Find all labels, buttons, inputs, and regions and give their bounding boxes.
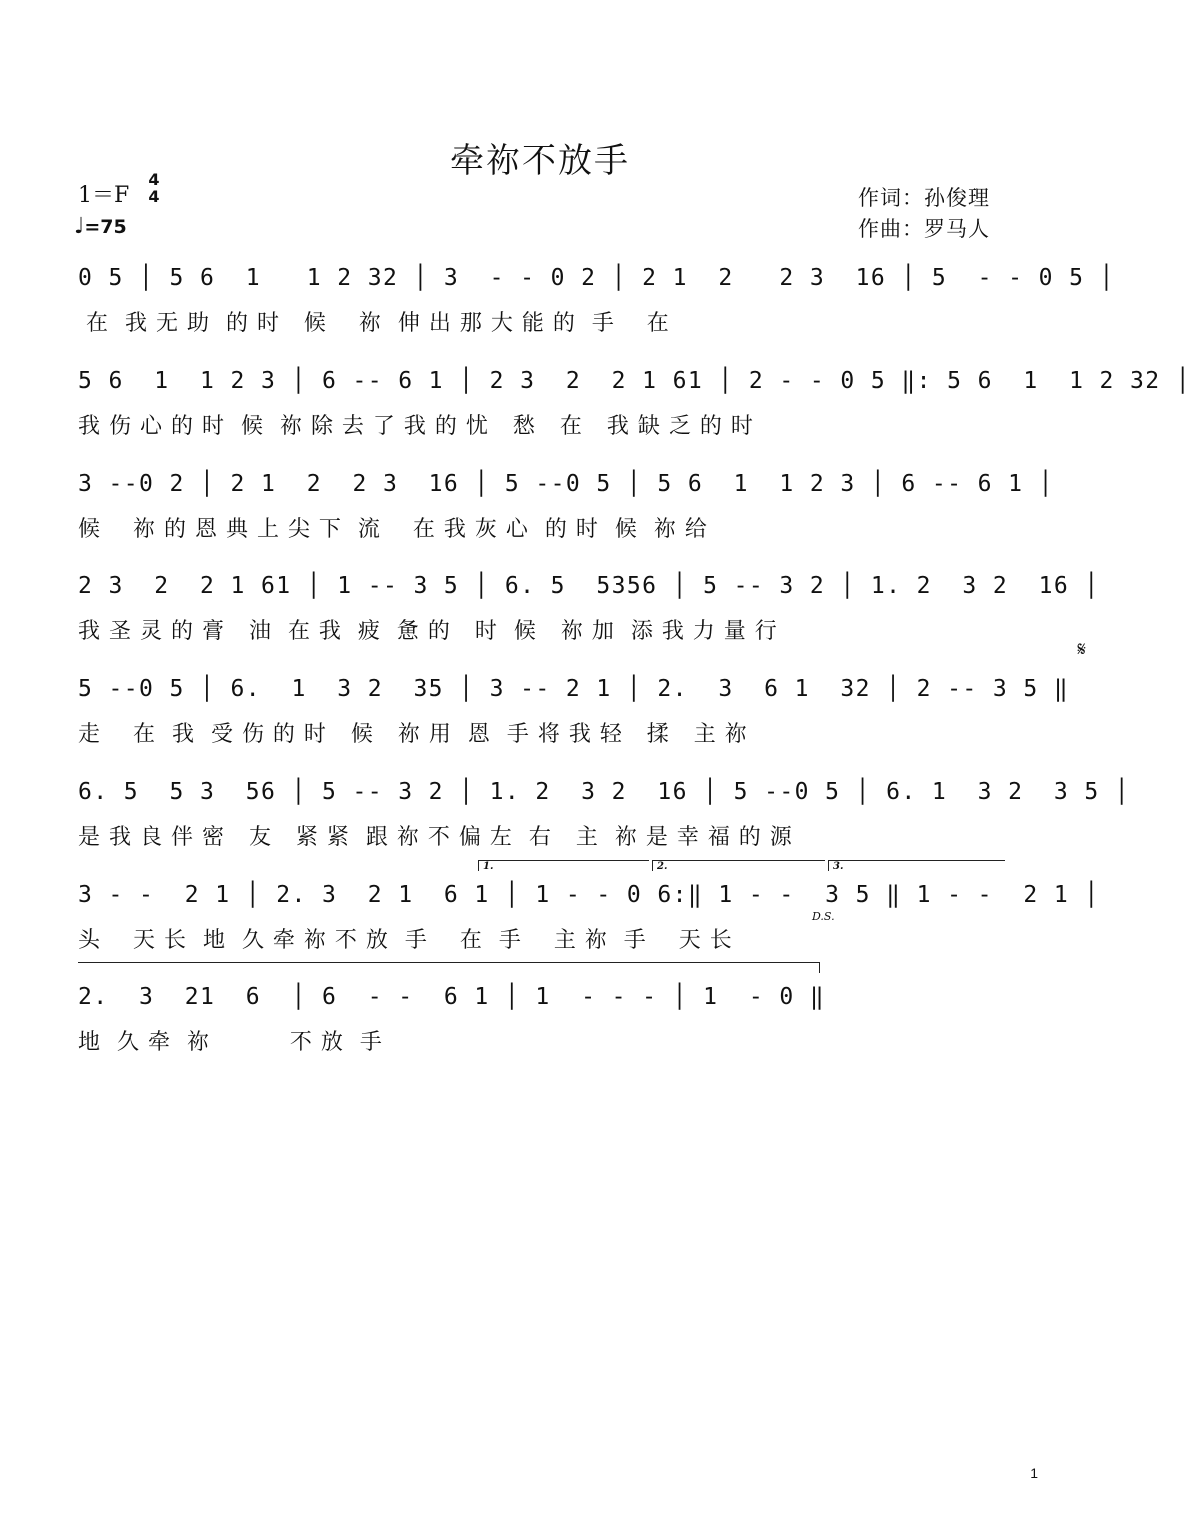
score-system-6 [78,772,1131,872]
time-signature-bottom: 4 [148,187,160,206]
notation-line: 6. 5 5 3 56 │ 5 -- 3 2 │ 1. 2 3 2 16 │ 5 --0 5 │ 6. 1 3 2 3 5 │ [78,779,1131,805]
key-signature: 1＝F [78,183,130,208]
dal-segno-mark: D.S. [812,910,835,923]
time-signature [144,171,164,205]
lyrics-line: 我 伤 心 的 时 候 祢 除 去 了 我 的 忧 愁 在 我 缺 乏 的 时 [78,414,754,439]
score-system-4 [78,566,1100,666]
notation-line: 3 - - 2 1 │ 2. 3 2 1 6 1 │ 1 - - 0 6:‖ 1 - - 3 5 ‖ 1 - - 2 1 │ [78,882,1100,908]
page-number: 1 [1030,1465,1038,1481]
volta-label-3: 3. [833,861,844,872]
notation-line: 3 --0 2 │ 2 1 2 2 3 16 │ 5 --0 5 │ 5 6 1 1 2 3 │ 6 -- 6 1 │ [78,471,1054,497]
score-system-1 [78,258,1115,358]
volta-label-2: 2. [657,861,668,872]
lyrics-line: 头 天 长 地 久 牵 祢 不 放 手 在 手 主 祢 手 天 长 [78,928,733,953]
lyrics-line: 候 祢 的 恩 典 上 尖 下 流 在 我 灰 心 的 时 候 祢 给 [78,517,708,542]
lyricist-credit: 作词：孙俊理 [858,186,990,210]
time-signature-top: 4 [148,170,160,189]
score-system-8 [78,977,1004,1077]
notation-line: 2 3 2 2 1 61 │ 1 -- 3 5 │ 6. 5 5356 │ 5 -- 3 2 │ 1. 2 3 2 16 │ [78,573,1100,599]
song-title: 牵祢不放手 [450,141,630,181]
volta-bracket-3 [828,860,1005,871]
notation-line: 5 --0 5 │ 6. 1 3 2 35 │ 3 -- 2 1 │ 2. 3 6 1 32 │ 2 -- 3 5 ‖ [78,676,1070,702]
volta-bracket-2 [652,860,825,871]
volta-bracket-1 [478,860,649,871]
notation-line: 2. 3 21 6 │ 6 - - 6 1 │ 1 - - - │ 1 - 0 ‖ [78,984,826,1010]
notation-line: 5 6 1 1 2 3 │ 6 -- 6 1 │ 2 3 2 2 1 61 │ 2 - - 0 5 ‖: 5 6 1 1 2 32 │ [78,368,1191,394]
score-system-3 [78,464,1054,564]
score-system-2 [78,361,1191,461]
tempo-marking [74,214,127,239]
score-system-7 [78,875,1100,975]
volta-label-1: 1. [483,861,494,872]
lyrics-line: 在 我 无 助 的 时 候 祢 伸 出 那 大 能 的 手 在 [78,311,670,336]
lyrics-line: 地 久 牵 祢 不 放 手 [78,1030,383,1055]
composer-credit: 作曲：罗马人 [858,217,990,241]
lyrics-line: 我 圣 灵 的 膏 油 在 我 疲 惫 的 时 候 祢 加 添 我 力 量 行 [78,619,778,644]
lyrics-line: 走 在 我 受 伤 的 时 候 祢 用 恩 手 将 我 轻 揉 主 祢 [78,722,748,747]
lyrics-line: 是 我 良 伴 密 友 紧 紧 跟 祢 不 偏 左 右 主 祢 是 幸 福 的 源 [78,825,793,850]
tempo-value: =75 [84,216,127,238]
ending-bracket-line [78,962,820,963]
score-system-5 [78,669,1070,769]
notation-line: 0 5 │ 5 6 1 1 2 32 │ 3 - - 0 2 │ 2 1 2 2 3 16 │ 5 - - 0 5 │ [78,265,1115,291]
quarter-note-icon: ♩ [74,214,85,239]
segno-icon: 𝄋 [1077,637,1086,661]
